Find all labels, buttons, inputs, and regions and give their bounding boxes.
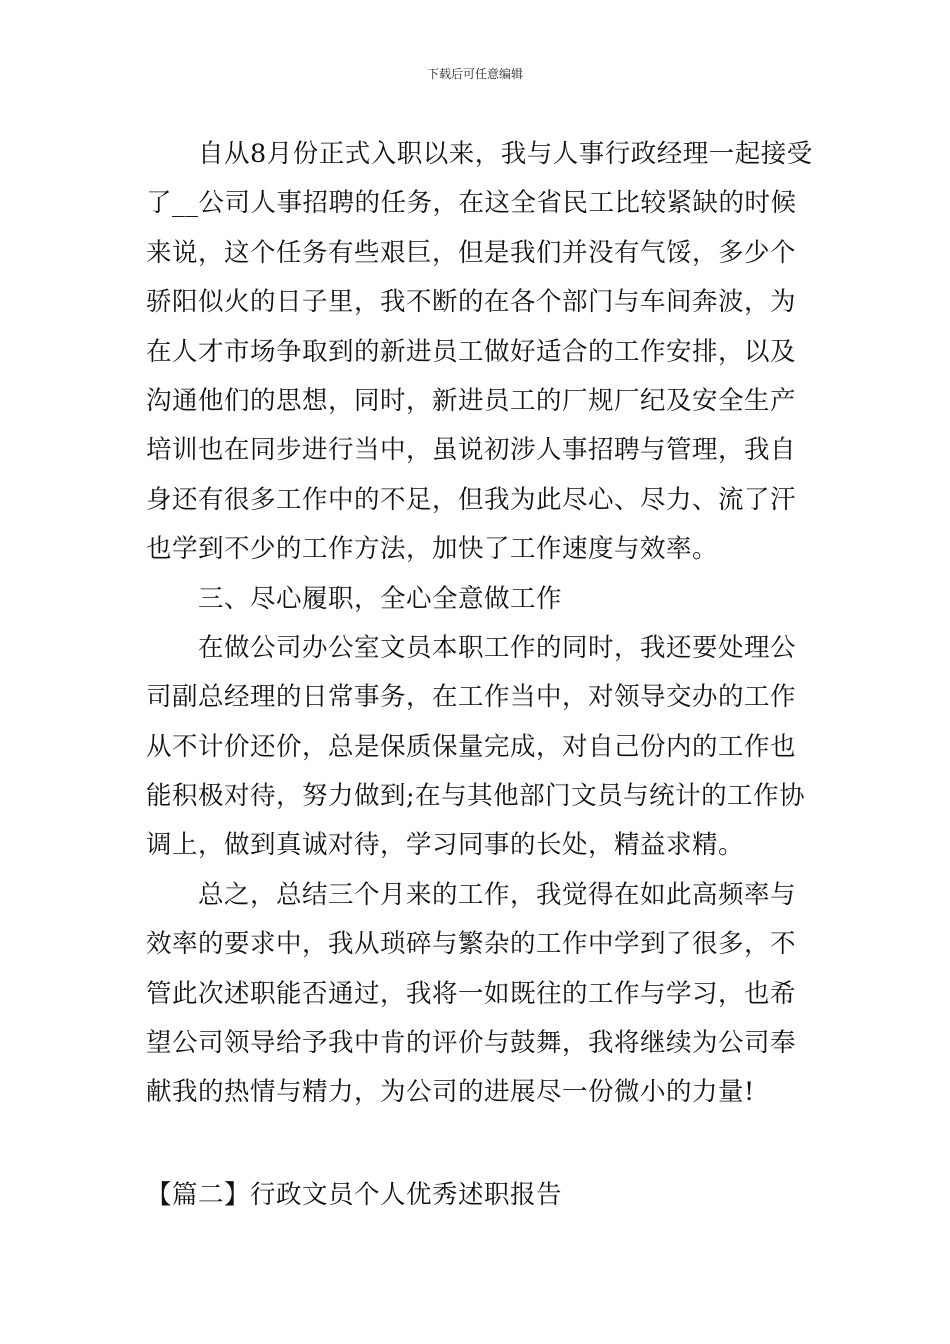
document-body <box>146 130 813 1118</box>
text-line: 管此次述职能否通过，我将一如既往的工作与学习，也希 <box>146 978 797 1009</box>
text-line: 骄阳似火的日子里，我不断的在各个部门与车间奔波，为 <box>146 287 797 318</box>
subheading-line: 三、尽心履职，全心全意做工作 <box>146 583 563 614</box>
text-line: 来说，这个任务有些艰巨，但是我们并没有气馁，多少个 <box>146 237 797 268</box>
text-line: 总之，总结三个月来的工作，我觉得在如此高频率与 <box>146 879 797 910</box>
text-line: 献我的热情与精力，为公司的进展尽一份微小的力量! <box>146 1077 755 1108</box>
text-line: 司副总经理的日常事务，在工作当中，对领导交办的工作 <box>146 682 797 713</box>
text-line: 身还有很多工作中的不足，但我为此尽心、尽力、流了汗 <box>146 484 797 515</box>
text-line: 望公司领导给予我中肯的评价与鼓舞，我将继续为公司奉 <box>146 1028 797 1059</box>
text-line: 效率的要求中，我从琐碎与繁杂的工作中学到了很多，不 <box>146 929 797 960</box>
text-line: 了__公司人事招聘的任务，在这全省民工比较紧缺的时候 <box>146 188 797 219</box>
text-line: 培训也在同步进行当中，虽说初涉人事招聘与管理，我自 <box>146 435 797 466</box>
text-line: 能积极对待，努力做到;在与其他部门文员与统计的工作协 <box>146 781 806 812</box>
text-line: 调上，做到真诚对待，学习同事的长处，精益求精。 <box>146 830 745 861</box>
text-line: 在做公司办公室文员本职工作的同时，我还要处理公 <box>146 632 797 663</box>
header-note: 下载后可任意编辑 <box>426 67 523 81</box>
text-line: 沟通他们的思想，同时，新进员工的厂规厂纪及安全生产 <box>146 385 797 416</box>
text-line: 在人才市场争取到的新进员工做好适合的工作安排，以及 <box>146 336 797 367</box>
text-line: 自从8月份正式入职以来，我与人事行政经理一起接受 <box>146 139 813 169</box>
section-title: 【篇二】行政文员个人优秀述职报告 <box>146 1180 563 1210</box>
text-line: 也学到不少的工作方法，加快了工作速度与效率。 <box>146 534 719 565</box>
text-line: 从不计价还价，总是保质保量完成，对自己份内的工作也 <box>146 731 797 762</box>
